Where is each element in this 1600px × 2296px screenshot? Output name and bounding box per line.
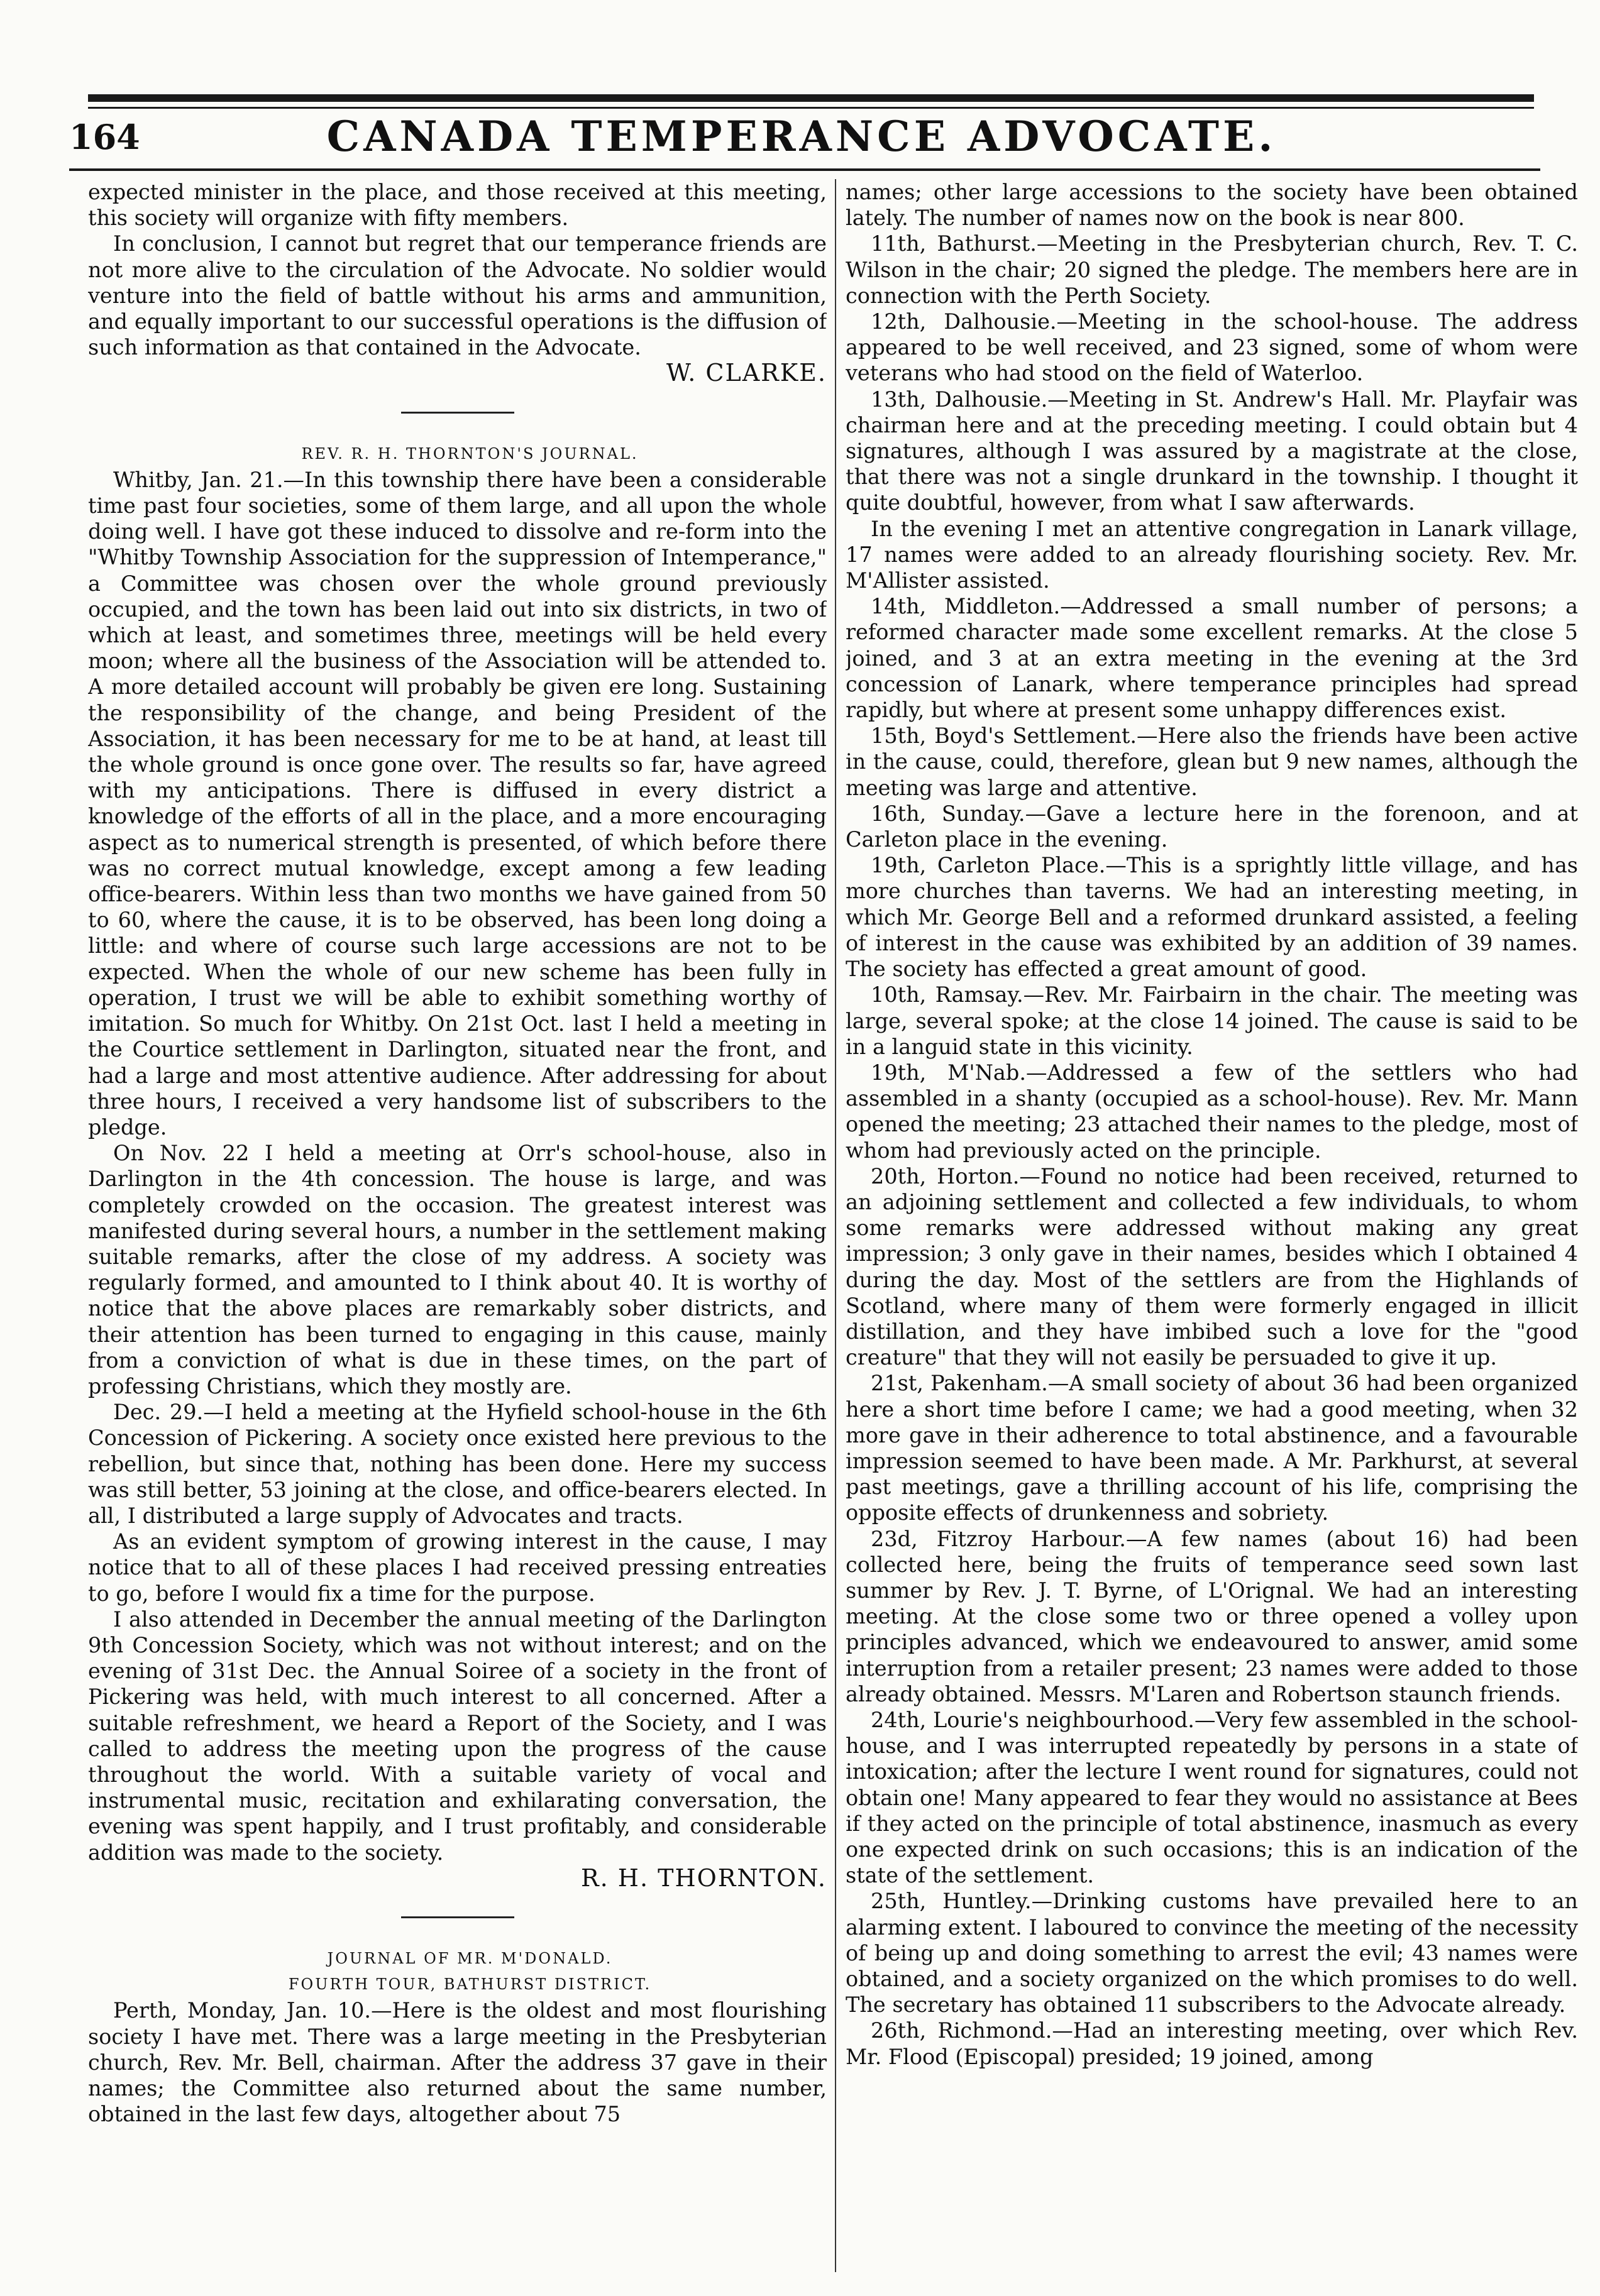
paragraph: 10th, Ramsay.—Rev. Mr. Fairbairn in the chair. The meeting was large, several spoke; at the close 14 joined. The cause is said to be in a languid state in this vicinity. xyxy=(846,982,1578,1059)
section-subtitle: FOURTH TOUR, BATHURST DISTRICT. xyxy=(288,1975,652,1994)
paragraph: 16th, Sunday.—Gave a lecture here in the forenoon, and at Carleton place in the evening. xyxy=(846,801,1578,852)
paragraph: 25th, Huntley.—Drinking customs have prevailed here to an alarming extent. I laboured to convince the meeting of the necessity of being up and doing something to arrest the evil; 43 names were obtained, and a society organized on the which promises to do well. The secretary has obtained 11 subscribers to the Advocate already. xyxy=(846,1889,1578,2018)
left-column xyxy=(88,179,827,2272)
paragraph: 19th, M'Nab.—Addressed a few of the settlers who had assembled in a shanty (occupied as a school-house). Rev. Mr. Mann opened the meeting; 23 attached their names to the pledge, most of whom had previously acted on the principle. xyxy=(846,1060,1578,1163)
paragraph: 14th, Middleton.—Addressed a small number of persons; a reformed character made some excellent remarks. At the close 5 joined, and 3 at an extra meeting in the evening at the 3rd concession of Lanark, where temperance principles had spread rapidly, but where at present some unhappy differences exist. xyxy=(846,594,1578,723)
paragraph: I also attended in December the annual meeting of the Darlington 9th Concession Society, which was not without interest; and on the evening of 31st Dec. the Annual Soiree of a society in the front of Pickering was held, with much interest to all concerned. After a suitable refreshment, we heard a Report of the Society, and I was called to address the meeting upon the progress of the cause throughout the world. With a suitable variety of vocal and instrumental music, recitation and exhilarating conversation, the evening was spent happily, and I trust profitably, and considerable addition was made to the society. xyxy=(88,1607,827,1865)
paragraph: 13th, Dalhousie.—Meeting in St. Andrew's Hall. Mr. Playfair was chairman here and at the preceding meeting. I could obtain but 4 signatures, although I was assured by a magistrate at the close, that there was not a single drunkard in the township. I thought it quite doubtful, however, from what I saw afterwards. xyxy=(846,387,1578,515)
paragraph: 23d, Fitzroy Harbour.—A few names (about 16) had been collected here, being the fruits of temperance seed sown last summer by Rev. J. T. Byrne, of L'Orignal. We had an interesting meeting. At the close some two or three opened a volley upon principles advanced, which we endeavoured to answer, amid some interruption from a retailer present; 23 names were added to those already obtained. Messrs. M'Laren and Robertson staunch friends. xyxy=(846,1526,1578,1706)
paragraph: 24th, Lourie's neighbourhood.—Very few assembled in the school-house, and I was interrupted repeatedly by persons in a state of intoxication; after the lecture I went round for signatures, could not obtain one! Many appeared to fear they would no assistance at Bees if they acted on the principle of total abstinence, inasmuch as every one expected drink on such occasions; this is an indication of the state of the settlement. xyxy=(846,1707,1578,1888)
paragraph: 11th, Bathurst.—Meeting in the Presbyterian church, Rev. T. C. Wilson in the chair; 20 signed the pledge. The members here are in connection with the Perth Society. xyxy=(846,231,1578,308)
right-column xyxy=(846,179,1578,2272)
page-header xyxy=(69,111,1534,167)
paragraph: 19th, Carleton Place.—This is a sprightly little village, and has more churches than taverns. We had an interesting meeting, in which Mr. George Bell and a reformed drunkard assisted, a feeling of interest in the cause was exhibited by an addition of 39 names. The society has effected a great amount of good. xyxy=(846,853,1578,982)
top-border-thin-rule xyxy=(88,107,1534,109)
paragraph: As an evident symptom of growing interest in the cause, I may notice that to all of these places I had received pressing entreaties to go, before I would fix a time for the purpose. xyxy=(88,1529,827,1606)
paragraph: 26th, Richmond.—Had an interesting meeting, over which Rev. Mr. Flood (Episcopal) presided; 19 joined, among xyxy=(846,2018,1578,2069)
paragraph: names; other large accessions to the society have been obtained lately. The number of names now on the book is near 800. xyxy=(846,180,1578,231)
section-title-mdonald: JOURNAL OF MR. M'DONALD. xyxy=(327,1950,613,1967)
paragraph: 12th, Dalhousie.—Meeting in the school-house. The address appeared to be well received, and 23 signed, some of whom were veterans who had stood on the field of Waterloo. xyxy=(846,309,1578,386)
paragraph: 15th, Boyd's Settlement.—Here also the friends have been active in the cause, could, therefore, glean but 9 new names, although the meeting was large and attentive. xyxy=(846,723,1578,800)
paragraph: In conclusion, I cannot but regret that our temperance friends are not more alive to the circulation of the Advocate. No soldier would venture into the field of battle without his arms and ammunition, and equally important to our successful operations is the diffusion of such information as that contained in the Advocate. xyxy=(88,231,827,360)
paragraph: 21st, Pakenham.—A small society of about 36 had been organized here a short time before I came; we had a good meeting, when 32 more gave in their adherence to total abstinence, and a favourable impression seemed to have been made. A Mr. Parkhurst, at several past meetings, gave a thrilling account of his life, comprising the opposite effects of drunkenness and sobriety. xyxy=(846,1371,1578,1525)
signature-clarke: W. CLARKE. xyxy=(666,359,827,387)
paragraph: expected minister in the place, and those received at this meeting, this society will organize with fifty members. xyxy=(88,180,827,231)
paragraph: On Nov. 22 I held a meeting at Orr's school-house, also in Darlington in the 4th concession. The house is large, and was completely crowded on the occasion. The greatest interest was manifested during several hours, a number in the settlement making suitable remarks, after the close of my address. A society was regularly formed, and amounted to I think about 40. It is worthy of notice that the above places are remarkably sober districts, and their attention has been turned to engaging in this cause, mainly from a conviction of what is due in these times, on the part of professing Christians, which they mostly are. xyxy=(88,1141,827,1398)
header-rule xyxy=(69,168,1540,171)
top-border-rule xyxy=(88,94,1534,102)
masthead-title: CANADA TEMPERANCE ADVOCATE. xyxy=(326,112,1277,161)
section-divider xyxy=(401,1916,514,1918)
section-divider xyxy=(401,412,514,414)
paragraph: Whitby, Jan. 21.—In this township there have been a considerable time past four societies, some of them large, and all upon the whole doing well. I have got these induced to dissolve and re-form into the "Whitby Township Association for the suppression of Intemperance," a Committee was chosen over the whole ground previously occupied, and the town has been laid out into six districts, in two of which at least, and sometimes three, meetings will be held every moon; where all the business of the Association will be attended to. A more detailed account will probably be given ere long. Sustaining the responsibility of the change, and being President of the Association, it has been necessary for me to be at hand, at least till the whole ground is once gone over. The results so far, have agreed with my anticipations. There is diffused in every district a knowledge of the efforts of all in the place, and a more encouraging aspect as to numerical strength is presented, of which before there was no correct mutual knowledge, except among a few leading office-bearers. Within less than two months we have gained from 50 to 60, where the cause, it is to be observed, has been long doing a little: and where of course such large accessions are not to be expected. When the whole of our new scheme has been fully in operation, I trust we will be able to exhibit something worthy of imitation. So much for Whitby. On 21st Oct. last I held a meeting in the Courtice settlement in Darlington, situated near the front, and had a large and most attentive audience. After addressing for about three hours, I received a very handsome list of subscribers to the pledge. xyxy=(88,467,827,1140)
paragraph: Perth, Monday, Jan. 10.—Here is the oldest and most flourishing society I have met. There was a large meeting in the Presbyterian church, Rev. Mr. Bell, chairman. After the address 37 gave in their names; the Committee also returned about the same number, obtained in the last few days, altogether about 75 xyxy=(88,1998,827,2127)
paragraph: 20th, Horton.—Found no notice had been received, returned to an adjoining settlement and collected a few individuals, to whom some remarks were addressed without making any great impression; 3 only gave in their names, besides which I obtained 4 during the day. Most of the settlers are from the Highlands of Scotland, where many of them were formerly engaged in illicit distillation, and they have imbibed such a love for the "good creature" that they will not easily be persuaded to give it up. xyxy=(846,1163,1578,1370)
section-title-thornton: REV. R. H. THORNTON'S JOURNAL. xyxy=(301,444,639,463)
page-number: 164 xyxy=(69,117,140,157)
paragraph: Dec. 29.—I held a meeting at the Hyfield school-house in the 6th Concession of Pickering. A society once existed here previous to the rebellion, but since that, nothing has been done. Here my success was still better, 53 joining at the close, and office-bearers elected. In all, I distributed a large supply of Advocates and tracts. xyxy=(88,1400,827,1528)
signature-thornton: R. H. THORNTON. xyxy=(581,1864,827,1892)
column-divider xyxy=(835,179,836,2272)
paragraph: In the evening I met an attentive congregation in Lanark village, 17 names were added to an already flourishing society. Rev. Mr. M'Allister assisted. xyxy=(846,516,1578,593)
